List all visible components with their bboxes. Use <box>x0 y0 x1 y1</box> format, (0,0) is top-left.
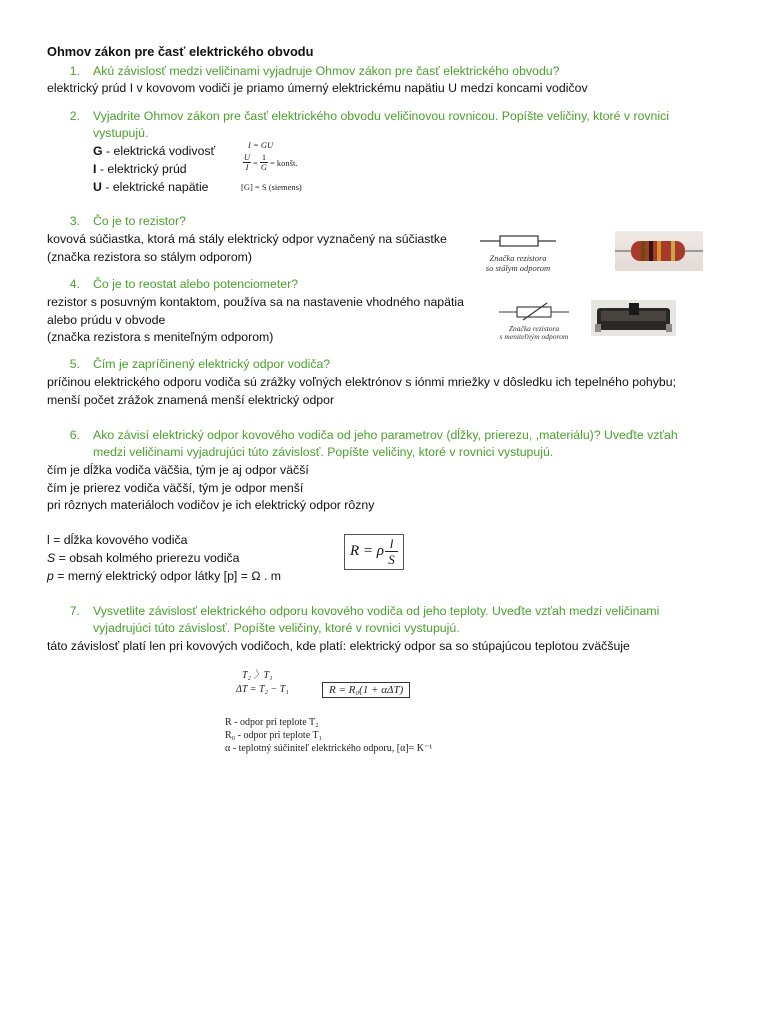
answer-4-line2: alebo prúdu v obvode <box>47 313 166 327</box>
resistor-photo <box>615 231 703 271</box>
answer-2-i <box>93 161 187 178</box>
document-title: Ohmov zákon pre časť elektrického obvodu <box>47 44 314 59</box>
numerator: 1 <box>261 152 267 162</box>
question-number: 3. <box>69 214 80 228</box>
question-6 <box>47 427 747 461</box>
definition-text: = merný elektrický odpor látky [p] = Ω . m <box>53 569 282 583</box>
formula-fraction <box>385 536 398 567</box>
question-text-line1: Vyjadrite Ohmov zákon pre časť elektrického obvodu veličinovou rovnicou. Popíšte veličiny, ktoré v rovnici <box>93 109 670 123</box>
formula-unit-siemens: [G] = S (siemens) <box>241 182 302 192</box>
answer-3-line1: kovová súčiastka, ktorá má stály elektrický odpor vyznačený na súčiastke <box>47 232 447 246</box>
question-text-line2: medzi veličinami vyjadrujúci túto závislosť. Popíšte veličiny, ktoré v rovnici vystupujú. <box>93 445 554 459</box>
answer-2-g <box>93 143 215 160</box>
question-text-line1: Vysvetlite závislosť elektrického odporu kovového vodiča od jeho teploty. Uveďte vzťah medzi veličinami <box>93 604 660 618</box>
definition-g: - elektrická vodivosť <box>102 144 216 158</box>
symbol-caption-line1: Značka rezistora <box>489 253 547 263</box>
answer-4-line3: (značka rezistora s meniteľným odporom) <box>47 330 274 344</box>
denominator: I <box>243 162 251 172</box>
question-text: Čo je to reostat alebo potenciometer? <box>93 277 299 291</box>
symbol-caption-line2: so stálym odporom <box>485 263 551 273</box>
definition-text: = obsah kolmého prierezu vodiča <box>55 551 240 565</box>
question-number: 5. <box>69 357 80 371</box>
answer-1: elektrický prúd I v kovovom vodiči je priamo úmerný elektrickému napätiu U medzi koncami vodičov <box>47 81 588 95</box>
answer-5-line2: menší počet zrážok znamená menší elektrický odpor <box>47 393 335 407</box>
question-text-line1: Ako závisí elektrický odpor kovového vodiča od jeho parametrov (dĺžky, prierezu, ,materiálu)? Uveďte vzťah <box>93 428 678 442</box>
denominator: G <box>260 162 268 172</box>
temperature-formula-box: R = R₀(1 + αΔT) <box>322 682 410 698</box>
definition-i: - elektrický prúd <box>96 162 187 176</box>
rheostat-photo-icon <box>591 300 676 336</box>
symbol-p: p <box>47 569 54 583</box>
answer-7-line1: táto závislosť platí len pri kovových vodičoch, kde platí: elektrický odpor sa so stúpajúcou teplotou zväčšuje <box>47 639 630 653</box>
answer-2-u <box>93 179 209 196</box>
answer-6-line2: čím je prierez vodiča väčší, tým je odpor menší <box>47 481 304 495</box>
question-number: 4. <box>69 277 80 291</box>
resistor-symbol-icon <box>478 232 558 250</box>
constant-label: = konšt. <box>270 158 298 168</box>
answer-4-line1: rezistor s posuvným kontaktom, používa sa na nastavenie vhodného napätia <box>47 295 464 309</box>
formula-lhs: R = ρ <box>350 543 384 559</box>
definition-u: - elektrické napätie <box>101 180 209 194</box>
symbol-u: U <box>93 180 102 194</box>
symbol-g: G <box>93 144 103 158</box>
resistance-formula-box <box>344 534 404 570</box>
temperature-relation: T₂ 〉T₁ <box>242 670 273 681</box>
question-text: Akú závislosť medzi veličinami vyjadruje Ohmov zákon pre časť elektrického obvodu? <box>93 64 560 78</box>
question-text: Čím je zapríčinený elektrický odpor vodiča? <box>93 357 331 371</box>
question-number: 6. <box>69 428 80 442</box>
question-text-line2: vyjadrujúci túto závislosť. Popíšte veličiny, ktoré v rovnici vystupujú. <box>93 621 460 635</box>
question-2 <box>47 108 747 142</box>
answer-3-line2: (značka rezistora so stálym odporom) <box>47 250 253 264</box>
definition-alpha: α - teplotný súčiniteľ elektrického odporu, [α]= K⁻¹ <box>225 743 433 754</box>
symbol-i: I <box>93 162 97 176</box>
definition-resistivity <box>47 568 281 585</box>
answer-6-line3: pri rôznych materiáloch vodičov je ich elektrický odpor rôzny <box>47 498 375 512</box>
numerator: U <box>243 152 251 162</box>
fraction-u-i <box>243 153 251 172</box>
question-number: 7. <box>69 604 80 618</box>
definition-length: l = dĺžka kovového vodiča <box>47 533 188 547</box>
fraction-1-g <box>260 153 268 172</box>
numerator: l <box>389 536 394 551</box>
resistor-photo-icon <box>615 231 703 271</box>
ohm-law-formula-figure <box>240 140 315 198</box>
definition-r0: R₀ - odpor pri teplote T₁ <box>225 730 323 741</box>
question-number: 1. <box>69 64 80 78</box>
definition-cross-section <box>47 550 239 567</box>
answer-5-line1: príčinou elektrického odporu vodiča sú zrážky voľných elektrónov s iónmi mriežky v dôsledku ich tepelného pohybu; <box>47 375 677 389</box>
question-text-line2: vystupujú. <box>93 126 149 140</box>
temperature-dependence-figure <box>224 662 494 762</box>
question-7 <box>47 603 747 637</box>
variable-resistor-symbol <box>497 300 571 340</box>
rheostat-photo <box>591 300 676 336</box>
formula-i-gu: I = GU <box>248 140 274 150</box>
denominator: S <box>385 551 398 567</box>
symbol-s: S <box>47 551 56 565</box>
variable-resistor-symbol-icon <box>497 300 571 322</box>
definition-r: R - odpor pri teplote T₂ <box>225 717 319 728</box>
question-number: 2. <box>69 109 80 123</box>
fixed-resistor-symbol <box>478 232 558 274</box>
temperature-difference: ΔT = T₂ − T₁ <box>236 684 289 695</box>
equals-sign: = <box>253 158 258 168</box>
answer-6-line1: čím je dĺžka vodiča väčšia, tým je aj odpor väčší <box>47 463 309 477</box>
question-text: Čo je to rezistor? <box>93 214 186 228</box>
symbol-caption-line2: s meniteľným odporom <box>499 332 569 341</box>
symbol-caption-line1: Značka rezistora <box>508 324 560 333</box>
